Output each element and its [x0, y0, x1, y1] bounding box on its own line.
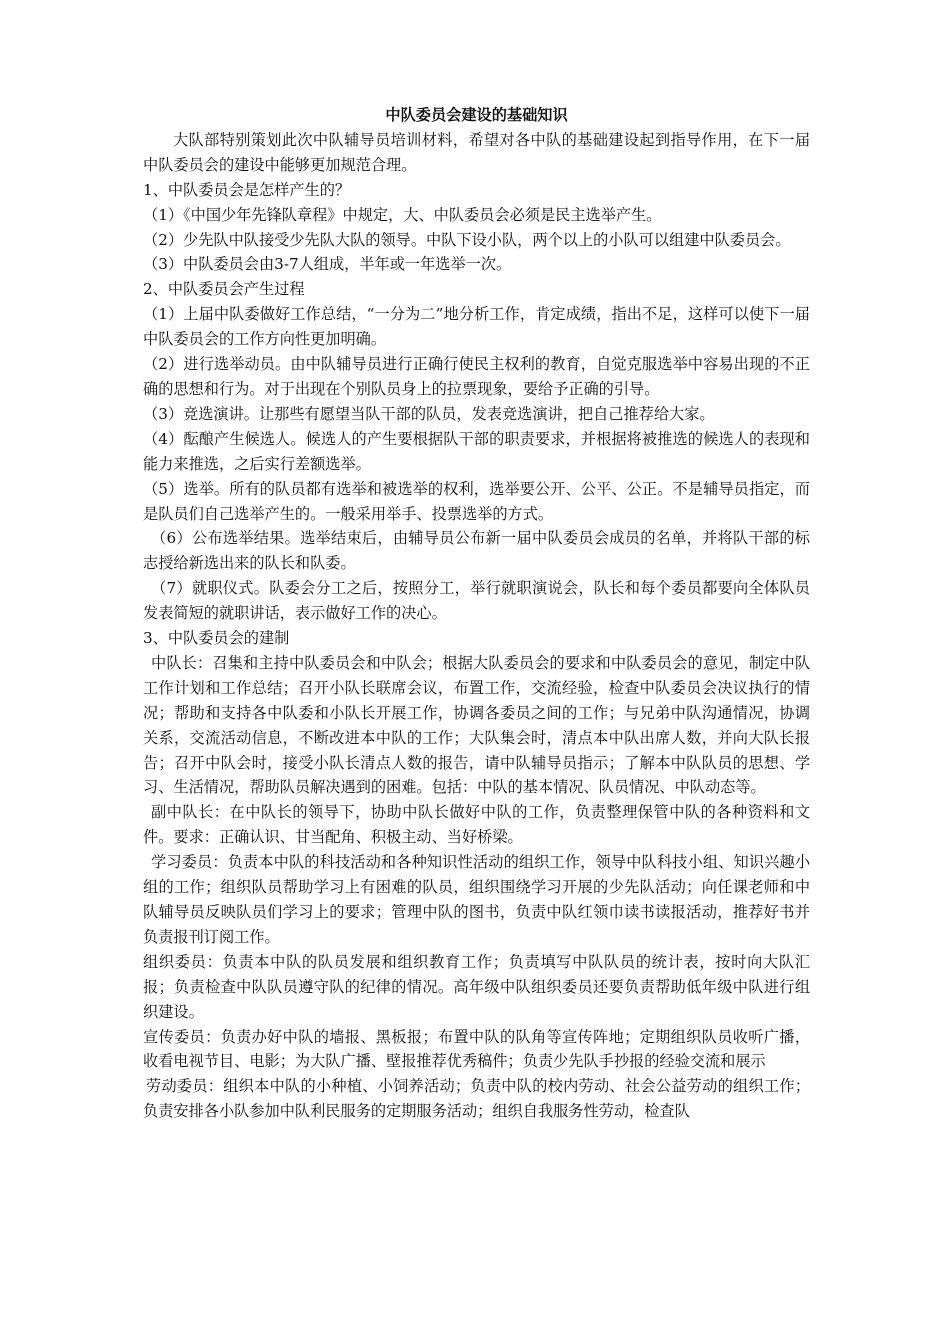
role-paragraph-vice-captain: 副中队长：在中队长的领导下，协助中队长做好中队的工作，负责整理保管中队的各种资料和文件。要求：正确认识、甘当配角、积极主动、当好桥梁。: [143, 803, 810, 847]
role-paragraph-publicity: 宣传委员：负责办好中队的墙报、黑板报；布置中队的队角等宣传阵地；定期组织队员收听广播，收看电视节目、电影；为大队广播、壁报推荐优秀稿件；负责少先队手抄报的经验交流和展示: [143, 1027, 810, 1071]
list-item: （2）少先队中队接受少先队大队的领导。中队下设小队，两个以上的小队可以组建中队委员会。: [143, 230, 791, 249]
document-body: [143, 103, 810, 1124]
section-heading-3: 3、中队委员会的建制: [143, 629, 290, 648]
role-paragraph-study: 学习委员：负责本中队的科技活动和各种知识性活动的组织工作，领导中队科技小组、知识兴趣小组的工作；组织队员帮助学习上有困难的队员，组织围绕学习开展的少先队活动；向任课老师和中队辅导员反映队员们学习上的要求；管理中队的图书，负责中队红领巾读书读报活动，推荐好书并负责报刊订阅工作。: [143, 853, 810, 946]
list-item: （2）进行选举动员。由中队辅导员进行正确行使民主权利的教育，自觉克服选举中容易出现的不正确的思想和行为。对于出现在个别队员身上的拉票现象，要给予正确的引导。: [143, 355, 810, 398]
intro-paragraph: 大队部特别策划此次中队辅导员培训材料，希望对各中队的基础建设起到指导作用，在下一届中队委员会的建设中能够更加规范合理。: [143, 130, 810, 174]
role-paragraph-labor: 劳动委员：组织本中队的小种植、小饲养活动；负责中队的校内劳动、社会公益劳动的组织工作；负责安排各小队参加中队利民服务的定期服务活动；组织自我服务性劳动，检查队: [143, 1077, 810, 1121]
section-heading-2: 2、中队委员会产生过程: [143, 280, 305, 299]
list-item: （3）中队委员会由3-7人组成，半年或一年选举一次。: [143, 255, 512, 274]
list-item: （1）上届中队委做好工作总结，“一分为二”地分析工作，肯定成绩，指出不足，这样可以使下一届中队委员会的工作方向性更加明确。: [143, 305, 810, 349]
list-item: （4）酝酿产生候选人。候选人的产生要根据队干部的职责要求，并根据将被推选的候选人的表现和能力来推选，之后实行差额选举。: [143, 429, 810, 473]
document-title: 中队委员会建设的基础知识: [385, 106, 568, 124]
list-item: （6）公布选举结果。选举结束后，由辅导员公布新一届中队委员会成员的名单，并将队干部的标志授给新选出来的队长和队委。: [143, 529, 810, 573]
list-item: （1）《中国少年先锋队章程》中规定，大、中队委员会必须是民主选举产生。: [143, 205, 662, 224]
list-item: （7）就职仪式。队委会分工之后，按照分工，举行就职演说会，队长和每个委员都要向全体队员发表简短的就职讲话，表示做好工作的决心。: [143, 579, 810, 623]
section-heading-1: 1、中队委员会是怎样产生的？: [143, 180, 351, 199]
role-paragraph-organization: 组织委员：负责本中队的队员发展和组织教育工作；负责填写中队队员的统计表，按时向大队汇报；负责检查中队队员遵守队的纪律的情况。高年级中队组织委员还要负责帮助低年级中队进行组织建设。: [143, 952, 810, 1021]
list-item: （5）选举。所有的队员都有选举和被选举的权利，选举要公开、公平、公正。不是辅导员指定，而是队员们自己选举产生的。一般采用举手、投票选举的方式。: [143, 479, 810, 523]
list-item: （3）竞选演讲。让那些有愿望当队干部的队员，发表竞选演讲，把自己推荐给大家。: [143, 404, 715, 423]
role-paragraph-captain: 中队长：召集和主持中队委员会和中队会；根据大队委员会的要求和中队委员会的意见，制定中队工作计划和工作总结；召开小队长联席会议，布置工作，交流经验，检查中队委员会决议执行的情况；帮助和支持各中队委和小队长开展工作，协调各委员之间的工作；与兄弟中队沟通情况，协调关系，交流活动信息，不断改进本中队的工作；大队集会时，清点本中队出席人数，并向大队长报告；召开中队会时，接受小队长清点人数的报告，请中队辅导员指示；了解本中队队员的思想、学习、生活情况，帮助队员解决遇到的困难。包括：中队的基本情况、队员情况、中队动态等。: [143, 653, 810, 797]
